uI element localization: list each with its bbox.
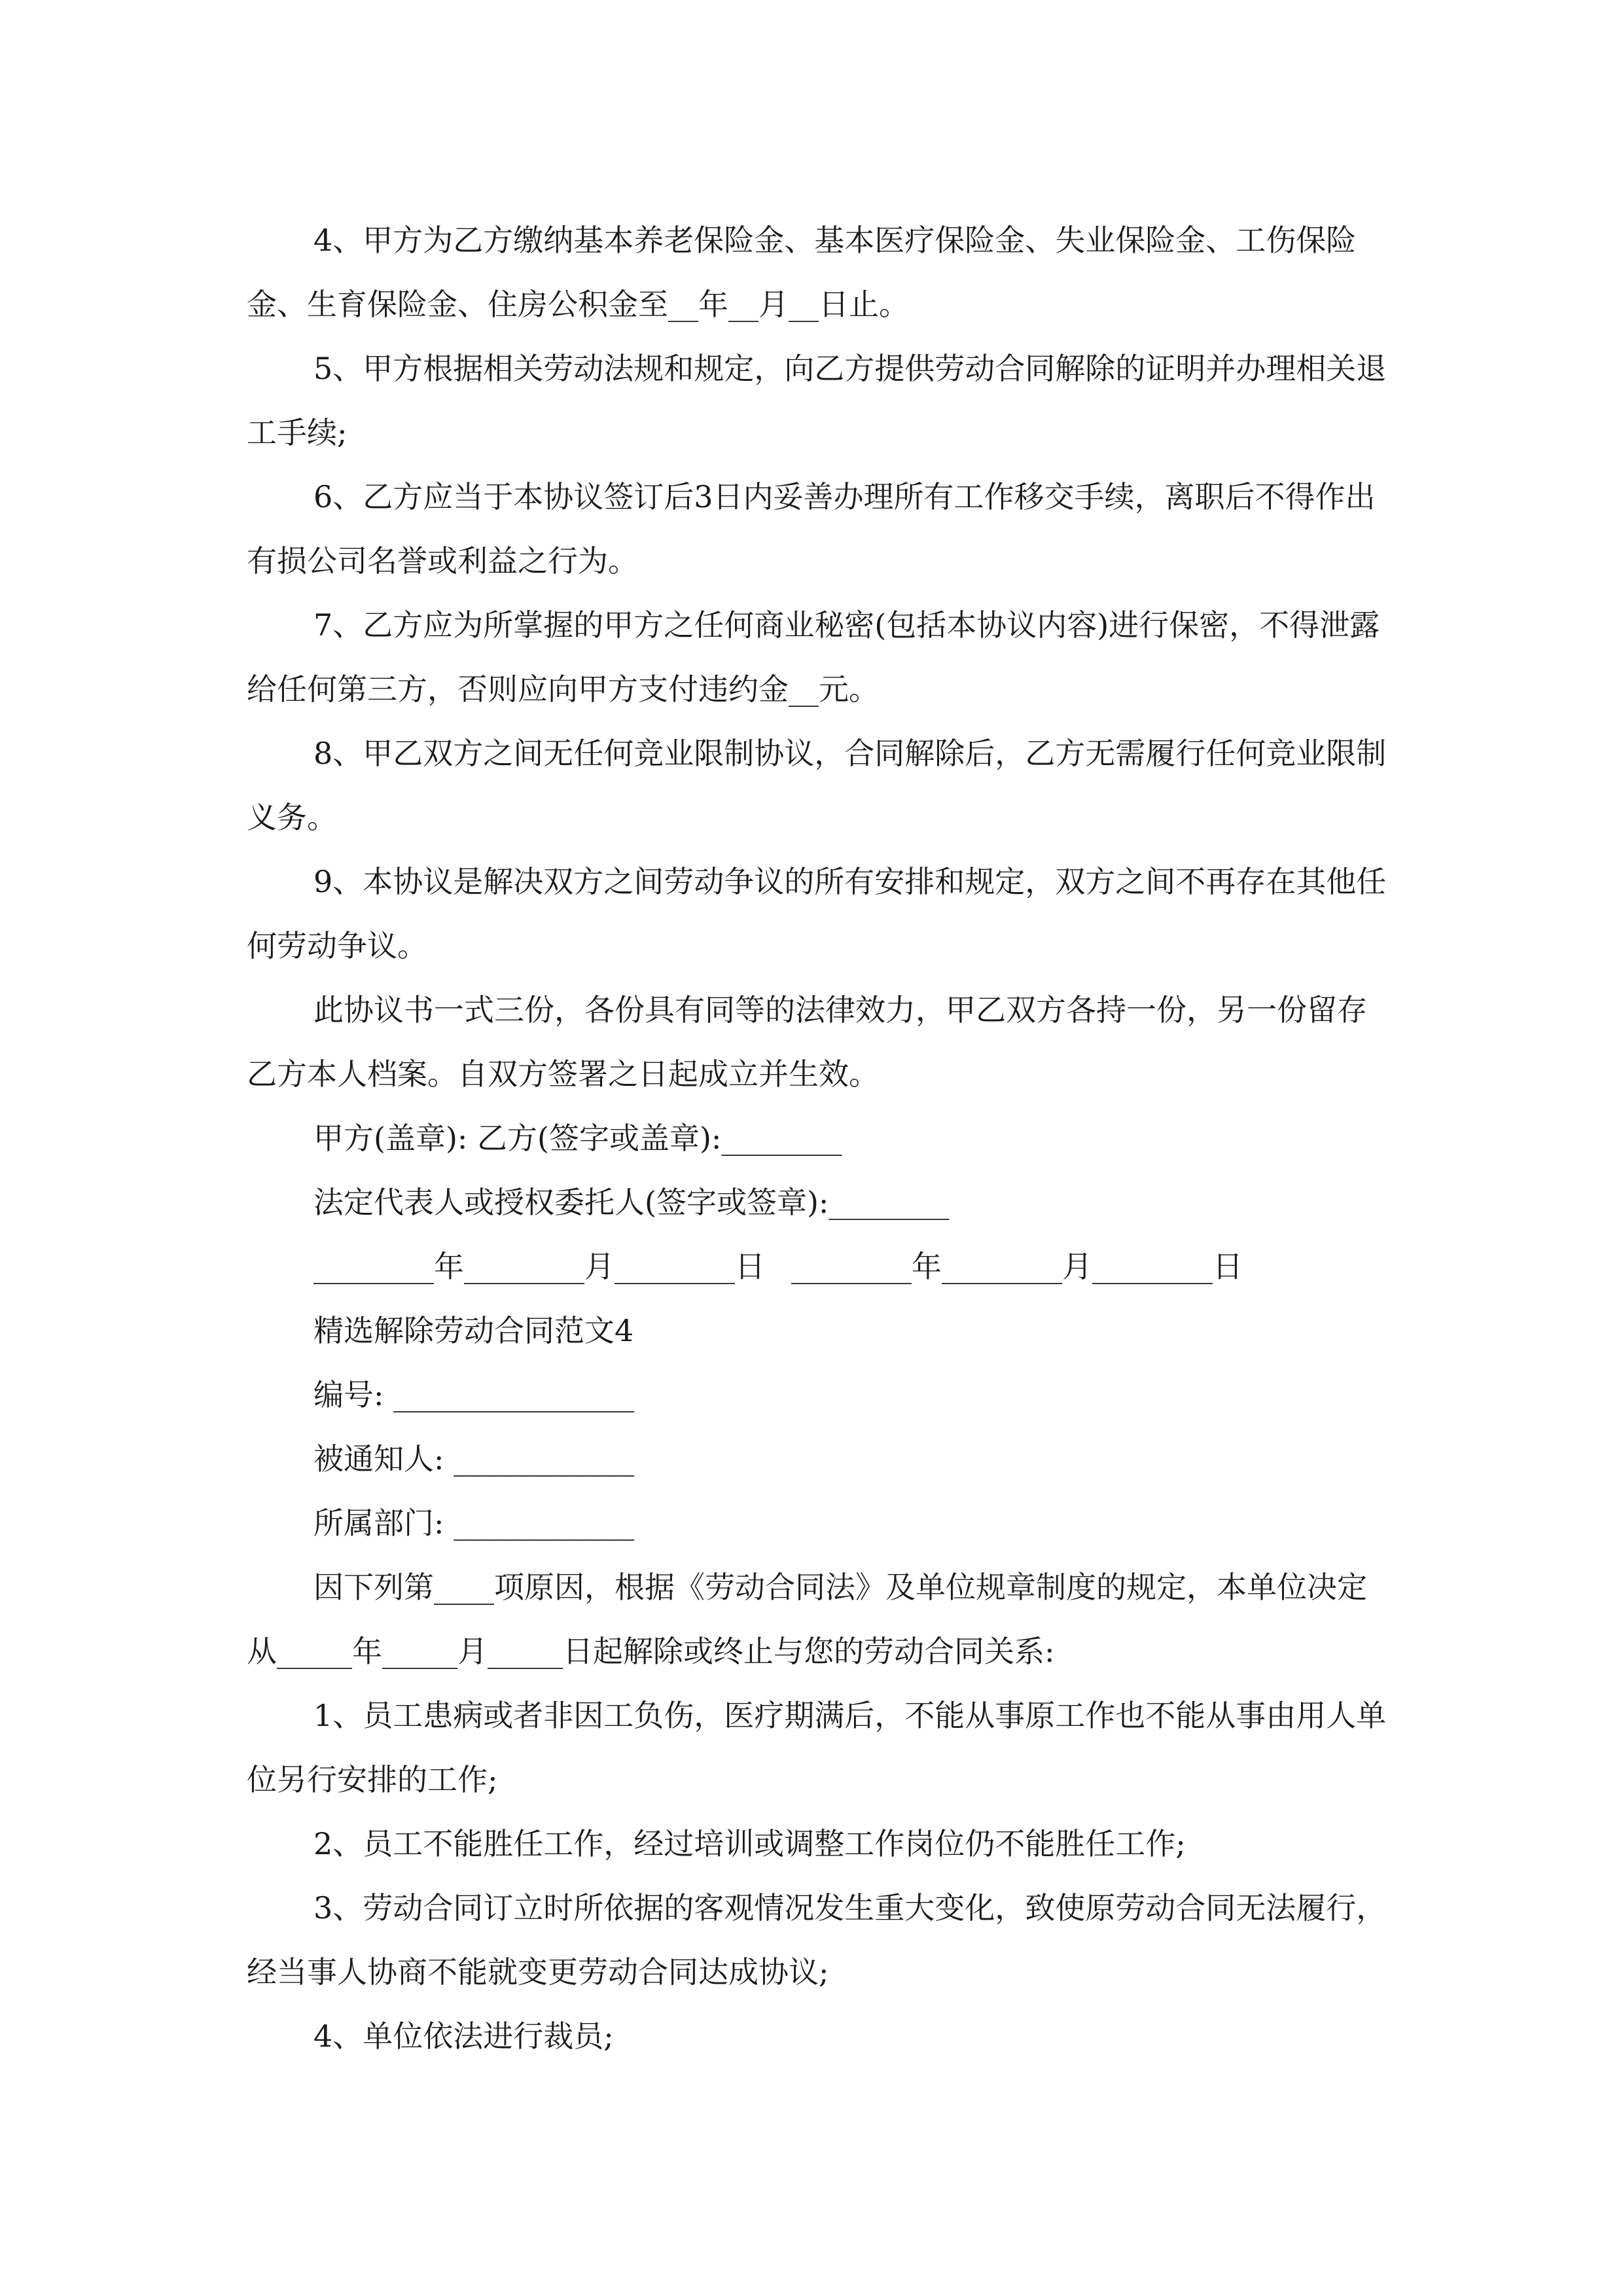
department-field: 所属部门: ____________: [313, 1505, 635, 1541]
clause-6: 6、乙方应当于本协议签订后3日内妥善办理所有工作移交手续，离职后不得作出有损公司名誉或利益之行为。: [247, 479, 1376, 579]
date-left: ________年________月________日: [313, 1249, 765, 1284]
document-body: [247, 208, 1392, 2068]
representative-line: 法定代表人或授权委托人(签字或签章):________: [313, 1185, 950, 1220]
notice-intro: 因下列第____项原因，根据《劳动合同法》及单位规章制度的规定，本单位决定从_____年_____月_____日起解除或终止与您的劳动合同关系:: [247, 1570, 1367, 1669]
date-right: ________年________月________日: [791, 1249, 1243, 1284]
clause-5: 5、甲方根据相关劳动法规和规定，向乙方提供劳动合同解除的证明并办理相关退工手续;: [247, 351, 1387, 450]
section-title: 精选解除劳动合同范文4: [313, 1313, 634, 1348]
reason-1: 1、员工患病或者非因工负伤，医疗期满后，不能从事原工作也不能从事由用人单位另行安排的工作;: [247, 1698, 1387, 1797]
agreement-copies: 此协议书一式三份，各份具有同等的法律效力，甲乙双方各持一份，另一份留存乙方本人档案。自双方签署之日起成立并生效。: [247, 992, 1367, 1092]
clause-8: 8、甲乙双方之间无任何竞业限制协议，合同解除后，乙方无需履行任何竞业限制义务。: [247, 736, 1387, 835]
reason-3: 3、劳动合同订立时所依据的客观情况发生重大变化，致使原劳动合同无法履行，经当事人协商不能就变更劳动合同达成协议;: [247, 1890, 1387, 1990]
number-field: 编号: ________________: [313, 1377, 635, 1412]
clause-4: 4、甲方为乙方缴纳基本养老保险金、基本医疗保险金、失业保险金、工伤保险金、生育保险金、住房公积金至__年__月__日止。: [247, 223, 1357, 322]
notified-person-field: 被通知人: ____________: [313, 1441, 635, 1477]
reason-2: 2、员工不能胜任工作，经过培训或调整工作岗位仍不能胜任工作;: [313, 1826, 1186, 1861]
clause-7: 7、乙方应为所掌握的甲方之任何商业秘密(包括本协议内容)进行保密，不得泄露给任何第三方，否则应向甲方支付违约金__元。: [247, 607, 1380, 707]
signature-line: 甲方(盖章): 乙方(签字或盖章):________: [313, 1121, 842, 1156]
date-row: [247, 1234, 1392, 1299]
clause-9: 9、本协议是解决双方之间劳动争议的所有安排和规定，双方之间不再存在其他任何劳动争议。: [247, 864, 1387, 963]
reason-4: 4、单位依法进行裁员;: [313, 2018, 614, 2054]
